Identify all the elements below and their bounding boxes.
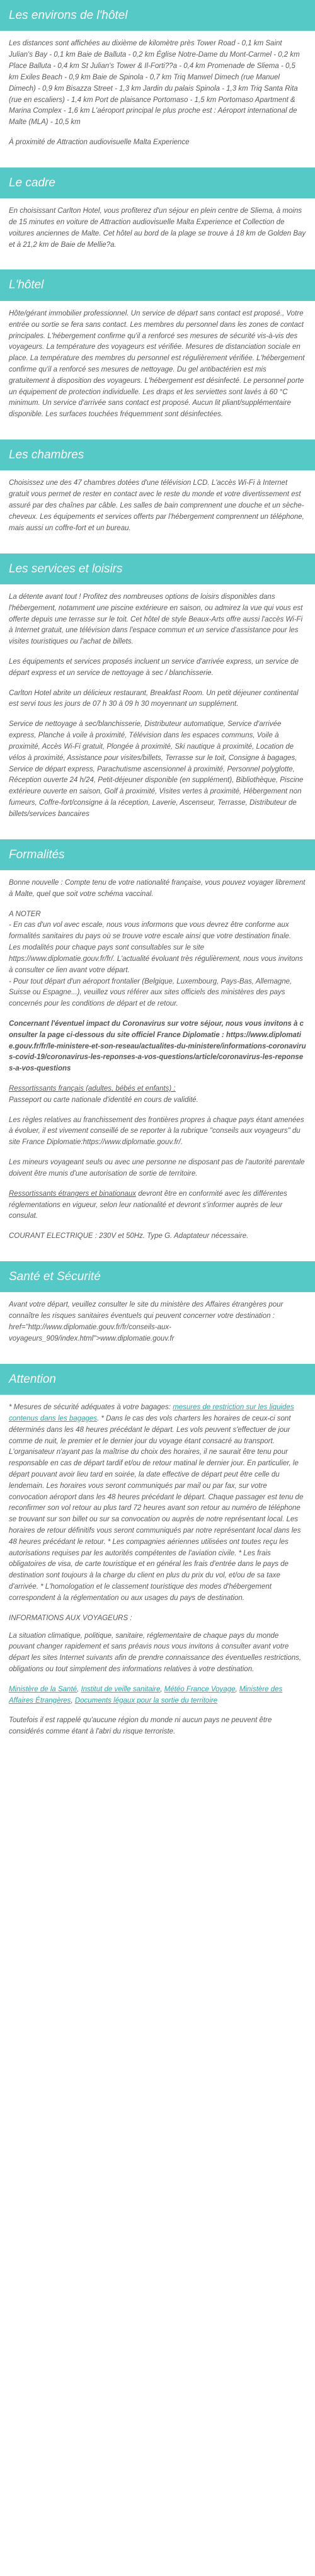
hotel-text: Hôte/gérant immobilier professionnel. Un service de départ sans contact est proposé., Votre entrée ou sortie se fera sans contact. Les membres du personnel dans les zones de contact principales. L'hébergement confirme qu'il a renforcé ses mesures de sécurité vis-à-vis des voyageurs. La température des voyageurs est vérifiée. Mesures de distanciation sociale en place. La température des membres du personnel est régulièrement vérifiée. L'hébergement confirme qu'il a renforcé ses mesures de nettoyage. Du gel antibactérien est mis gratuitement à disposition des voyageurs. L'hébergement est désinfecté. Le personnel porte un équipement de protection individuelle. Les draps et les serviettes sont lavés à 60 °C minimum. Un service d'arrivée sans contact est proposé. Aucun lit pliant/supplémentaire disponible. Les surfaces touchées fréquemment sont désinfectées. — [9, 309, 305, 419]
section-formalites — [0, 839, 315, 1261]
ressortissants-fr-heading: Ressortissants français (adultes, bébés et enfants) : — [9, 1085, 176, 1092]
section-title-environs: Les environs de l'hôtel — [0, 0, 315, 31]
etrangers-heading: Ressortissants étrangers et binationaux — [9, 1189, 136, 1198]
link-ministere-sante[interactable]: Ministère de la Santé — [9, 1685, 77, 1693]
section-title-services: Les services et loisirs — [0, 553, 315, 584]
regles-frontieres: Les règles relatives au franchissement des frontières propres à chaque pays étant amenées à évoluer, il est vivement conseillé de se reporter à la rubrique "conseils aux voyageurs" du site France Diplomatie:https://www.diplomatie.gouv.fr/. — [9, 1116, 304, 1147]
section-chambres — [0, 440, 315, 553]
etrangers-text: devront être en conformité avec les différentes réglementations en vigueur, selon leur nationalité et devront s'informer auprès de leur consulat. — [9, 1189, 287, 1220]
link-affaires-etrangeres[interactable]: Ministère des Affaires Étrangères — [9, 1685, 283, 1705]
sante-text: Avant votre départ, veuillez consulter le site du ministère des Affaires étrangères pour connaître les risques sanitaires éventuels qui peuvent concerner votre destination : href="http://www.diplomatie.gouv.fr/fr/conseils-aux-voyageurs_909/index.html">www.diplomatie.gouv.fr — [9, 1301, 284, 1342]
chambres-text: Choisissez une des 47 chambres dotées d'une télévision LCD. L'accès Wi-Fi à Internet gratuit vous permet de rester en contact avec le reste du monde et votre divertissement est assuré par des chaînes par câble. Les salles de bain comprennent une douche et un sèche-cheveux. Les équipements et services offerts par l'hébergement comprennent un téléphone, mais aussi un coffre-fort et un bureau. — [9, 479, 304, 532]
info-heading: INFORMATIONS AUX VOYAGEURS : — [9, 1614, 132, 1622]
link-meteo-france[interactable]: Météo France Voyage — [164, 1685, 236, 1693]
services-list: Service de nettoyage à sec/blanchisserie, Distributeur automatique, Service d'arrivée express, Planche à voile à proximité, Télévision dans les espaces communs, Voile à proximité, Accès Wi-Fi gratuit, Plongée à proximité, Ski nautique à proximité, Location de vélos à proximité, Assistance pour visites/billets, Terrasse sur le toit, Consigne à bagages, Service de départ express, Parachutisme ascensionnel à proximité, Personnel polyglotte, Réception ouverte 24 h/24, Petit-déjeuner disponible (en supplément), Bibliothèque, Piscine extérieure ouverte en saison, Golf à proximité, Visites vertes à proximité, Hébergement non fumeurs, Coffre-fort/consigne à la réception, Laverie, Ascenseur, Terrasse, Distributeur de billets/services bancaires — [9, 720, 304, 818]
services-text-3: Carlton Hotel abrite un délicieux restaurant, Breakfast Room. Un petit déjeuner continental est servi tous les jours de 07 h 30 à 09 h 30 moyennant un supplément. — [9, 689, 299, 708]
section-title-sante: Santé et Sécurité — [0, 1261, 315, 1292]
section-sante — [0, 1261, 315, 1364]
section-title-hotel: L'hôtel — [0, 270, 315, 300]
official-links: Ministère de la Santé, Institut de veille sanitaire, Météo France Voyage, Ministère des Affaires Étrangères, Documents légaux pour la sortie du territoire — [9, 1685, 283, 1705]
section-cadre — [0, 167, 315, 270]
ressortissants-francais — [9, 1084, 306, 1106]
formalites-intro: Bonne nouvelle : Compte tenu de votre nationalité française, vous pouvez voyager librement à Malte, quel que soit votre schéma vaccinal. — [9, 879, 306, 898]
section-environs — [0, 0, 315, 167]
note-line-1: - En cas d'un vol avec escale, nous vous informons que vous devrez être conforme aux formalités sanitaires du pays où se trouve votre escale ainsi que votre destination finale. — [9, 921, 292, 941]
note-line-2: Les modalités pour chaque pays sont consultables sur le site https://www.diplomatie.gouv.fr/fr/. L'actualité évoluant très régulièrement, nous vous invitons à consulter ce lien avant votre départ. — [9, 944, 303, 974]
attention-text — [9, 1402, 306, 1604]
attention-prefix: * Mesures de sécurité adéquates à votre bagages: — [9, 1404, 173, 1412]
environs-distances: Les distances sont affichées au dixième de kilomètre près Tower Road - 0,1 km Saint Julian's Bay - 0,1 km Baie de Balluta - 0,2 km Église Notre-Dame du Mont-Carmel - 0,2 km Place Balluta - 0,4 km St Julian's Tower & Il-Forti??a - 0,4 km Promenade de Sliema - 0,5 km Exiles Beach - 0,9 km Baie de Spinola - 0,7 km Triq Manwel Dimech (rue Manuel Dimech) - 0,9 km Bisazza Street - 1,3 km Jardin du palais Spinola - 1,3 km Triq Santa Rita (rue en escaliers) - 1,4 km Port de plaisance Portomaso - 1,5 km Portomaso Apartment & Marina Complex - 1,6 km L'aéroport principal le plus proche est : Aéroport international de Malte (MLA) - 10,5 km — [9, 40, 300, 127]
ressortissants-fr-text: Passeport ou carte nationale d'identité en cours de validité. — [9, 1096, 198, 1104]
services-text-2: Les équipements et services proposés incluent un service d'arrivée express, un service de départ express et un service de nettoyage à sec / blanchisserie. — [9, 658, 299, 677]
attention-rest: . * Dans le cas des vols charters les horaires de ceux-ci sont déterminés dans les 48 heures précédant le départ. Les vols peuvent s'effectuer de jour comme de nuit, le premier et le dernier jour du voyage étant consacré au transport. L'organisateur n'ayant pas la maîtrise du choix des horaires, il ne saurait être tenu pour responsable en cas de départ tardif et/ou de retour matinal le dernier jour. En particulier, le départ pouvant avoir lieu tard en soirée, la date effective de départ peut être celle du lendemain. Les horaires vous seront communiqués par mail ou par fax, sur votre convocation aéroport dans les 48 heures précédant le départ. Chaque passager est tenu de reconfirmer son vol retour au plus tard 72 heures avant son retour au numéro de téléphone se trouvant sur son billet ou sur sa convocation ou auprès de notre représentant local. Les horaires de retour définitifs vous seront communiqués par notre représentant local dans les 48 heures précédant le retour. * Les compagnies aériennes utilisées ont toutes reçu les autorisations requises par les autorités compétentes de l'aviation civile. * Les frais obligatoires de visa, de carte touristique et en général les frais d'entrée dans le pays de destination sont toujours à la charge du client en plus du prix du vol, et/ou de sa taxe d'arrivée. * L'homologation et le classement touristique des modes d'hébergement correspondent à la réglementation ou aux usages du pays de destination. — [9, 1414, 304, 1602]
section-title-attention: Attention — [0, 1364, 315, 1395]
link-veille-sanitaire[interactable]: Institut de veille sanitaire — [81, 1685, 161, 1693]
section-services — [0, 553, 315, 839]
cadre-text: En choisissant Carlton Hotel, vous profiterez d'un séjour en plein centre de Sliema, à moins de 15 minutes en voiture de Attraction audiovisuelle Malta Experience et Collection de voitures anciennes de Malte. Cet hôtel au bord de la plage se trouve à 18 km de Golden Bay et à 21,2 km de Baie de Mellie?a. — [9, 207, 306, 249]
ressortissants-etrangers — [9, 1189, 306, 1222]
formalites-note — [9, 909, 306, 1010]
services-text-1: La détente avant tout ! Profitez des nombreuses options de loisirs disponibles dans l'hébergement, notamment une piscine extérieure en saison, ou admirez la vue qui vous est offerte depuis une terrasse sur le toit. Cet hôtel de style Beaux-Arts offre aussi l'accès Wi-Fi à Internet gratuit, une télévision dans l'espace commun et un service d'assistance pour les visites touristiques ou l'achat de billets. — [9, 593, 303, 646]
mineurs-text: Les mineurs voyageant seuls ou avec une personne ne disposant pas de l'autorité parentale doivent être munis d'une autorisation de sortie de territoire. — [9, 1159, 305, 1177]
section-title-formalites: Formalités — [0, 839, 315, 870]
section-hotel — [0, 270, 315, 440]
section-attention — [0, 1364, 315, 1757]
terrorisme-notice: Toutefois il est rappelé qu'aucune région du monde ni aucun pays ne peuvent être considérés comme étant à l'abri du risque terroriste. — [9, 1716, 272, 1736]
link-documents-legaux[interactable]: Documents légaux pour la sortie du territoire — [74, 1696, 218, 1705]
courant-electrique: COURANT ELECTRIQUE : 230V et 50Hz. Type G. Adaptateur nécessaire. — [9, 1232, 249, 1240]
environs-airport: À proximité de Attraction audiovisuelle Malta Experience — [9, 138, 190, 146]
note-line-3: - Pour tout départ d'un aéroport frontalier (Belgique, Luxembourg, Pays-Bas, Allemagne, Suisse ou Espagne...), veuillez vous référer aux sites officiels des ministères des pays concernés pour les conditions de départ et de retour. — [9, 977, 292, 1008]
info-text: La situation climatique, politique, sanitaire, réglementaire de chaque pays du monde pouvant changer rapidement et sans préavis nous vous invitons à consulter avant votre départ les sites Internet suivants afin de prendre connaissance des éventuelles restrictions, obligations ou tout simplement des informations relatives à votre destination. — [9, 1631, 302, 1673]
note-heading: A NOTER — [9, 910, 41, 918]
liquids-restriction-link[interactable]: mesures de restriction sur les liquides contenus dans les bagages — [9, 1404, 294, 1422]
section-title-cadre: Le cadre — [0, 167, 315, 198]
coronavirus-notice: Concernant l'éventuel impact du Coronavirus sur votre séjour, nous vous invitons à consulter la page ci-dessous du site officiel France Diplomatie : https://www.diplomatie.gouv.fr/fr/le-ministere-et-son-reseau/actualites-du-ministere/informations-coronavirus-covid-19/coronavirus-les-reponses-a-vos-questions/article/coronavirus-les-reponses-a-vos-questions — [9, 1019, 306, 1073]
section-title-chambres: Les chambres — [0, 440, 315, 470]
info-voyageurs — [9, 1613, 306, 1676]
